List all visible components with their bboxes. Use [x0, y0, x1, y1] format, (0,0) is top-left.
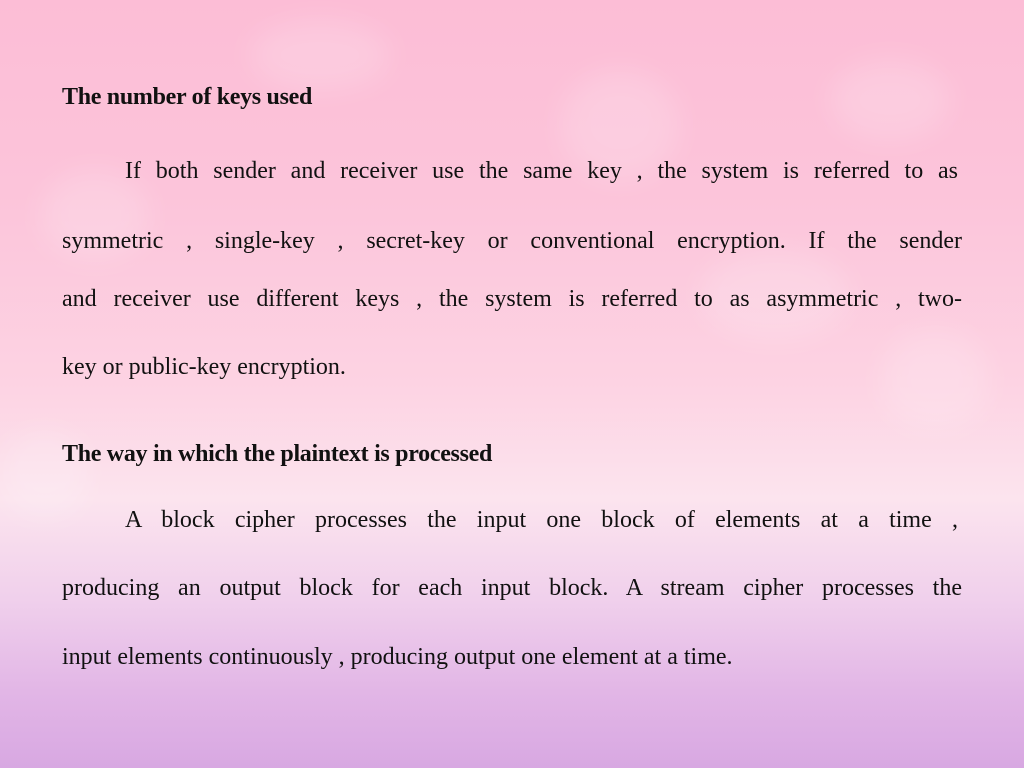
section-heading-keys: The number of keys used: [62, 84, 313, 110]
paragraph-line: and receiver use different keys , the system is referred to as asymmetric , two-: [62, 286, 962, 312]
section-heading-processing: The way in which the plaintext is processed: [62, 441, 493, 467]
paragraph-line: producing an output block for each input block. A stream cipher processes the: [62, 575, 962, 601]
paragraph-line: symmetric , single-key , secret-key or conventional encryption. If the sender: [62, 228, 962, 254]
paragraph-line: A block cipher processes the input one block of elements at a time ,: [125, 507, 958, 533]
paragraph-line: key or public-key encryption.: [62, 354, 346, 380]
paragraph-line: If both sender and receiver use the same key , the system is referred to as: [125, 158, 958, 184]
paragraph-line: input elements continuously , producing output one element at a time.: [62, 644, 733, 670]
background-decoration: [250, 20, 390, 90]
background-decoration: [830, 60, 950, 140]
